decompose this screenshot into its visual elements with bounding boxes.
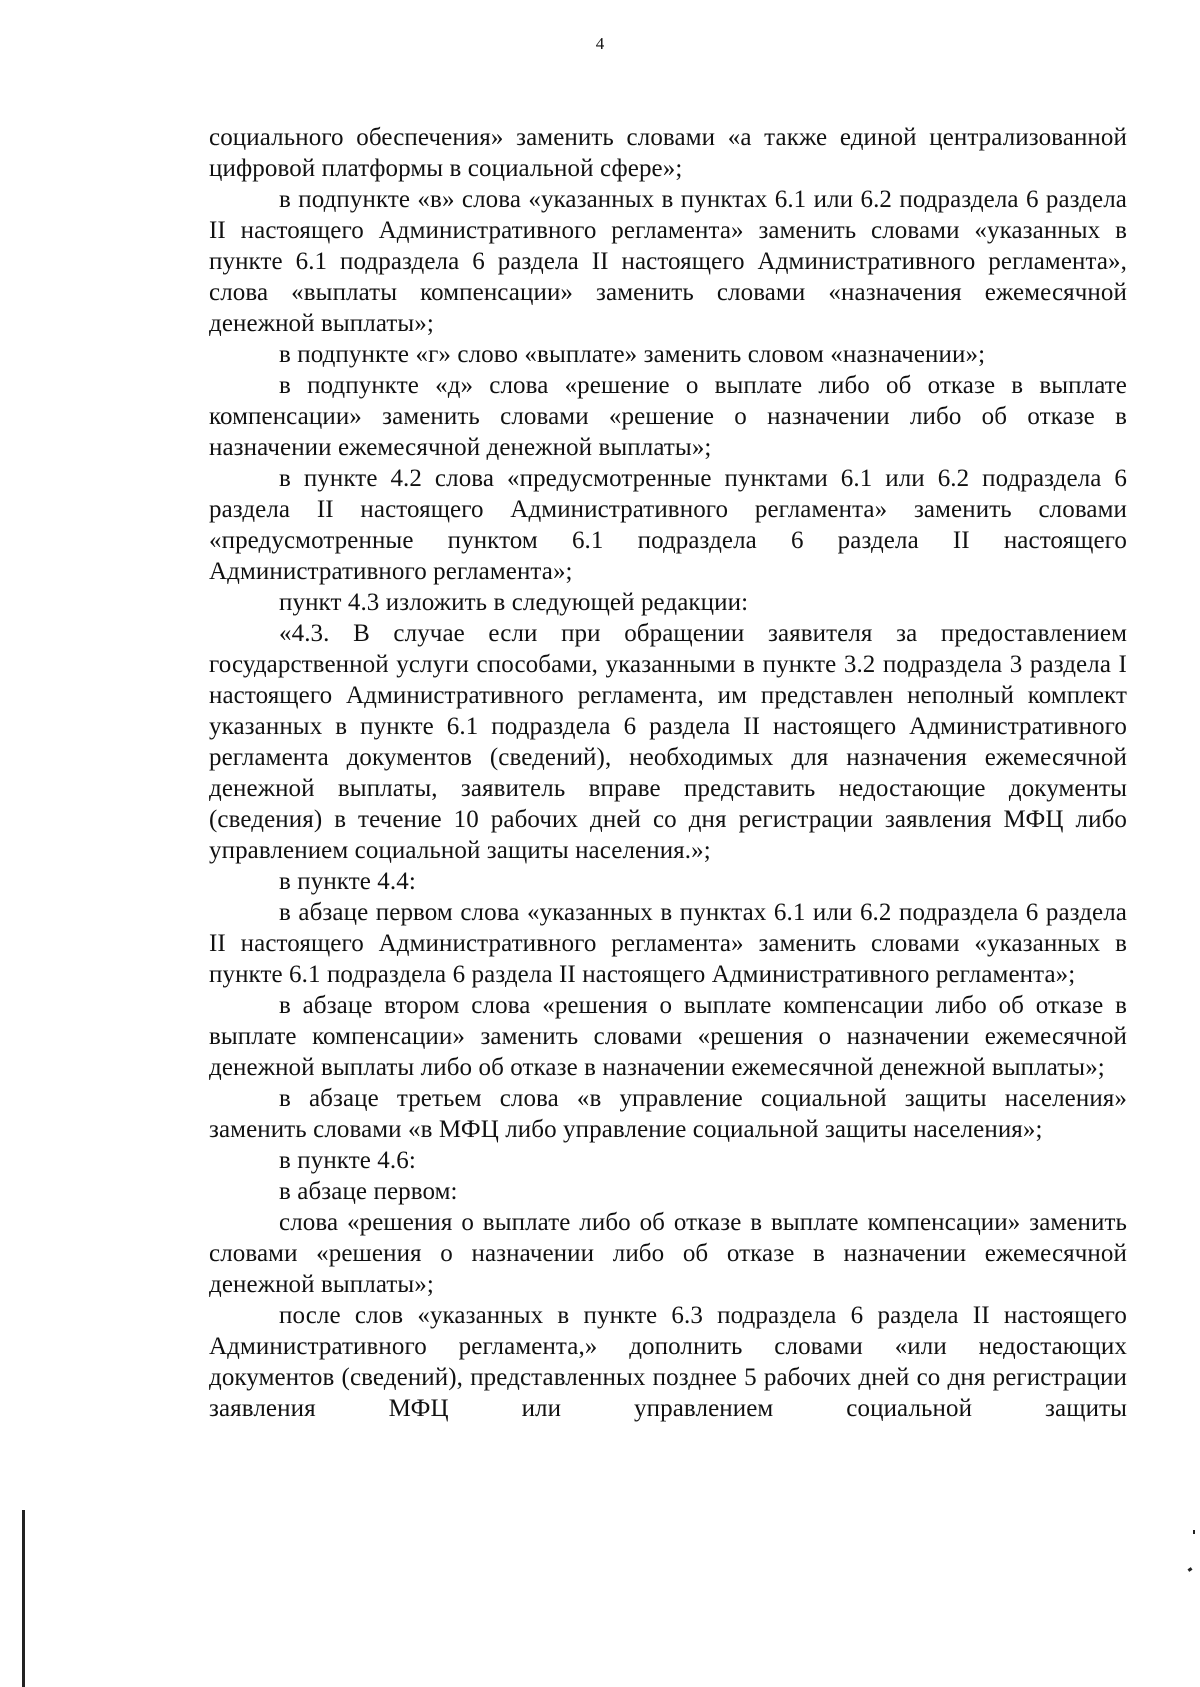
- paragraph: социального обеспечения» заменить словами «а также единой централизованной цифровой платформы в социальной сфере»;: [209, 124, 1127, 182]
- document-body: [209, 122, 1127, 1424]
- scan-edge-line: [22, 1510, 25, 1687]
- paragraph: «4.3. В случае если при обращении заявителя за предоставлением государственной услуги способами, указанными в пункте 3.2 подраздела 3 раздела I настоящего Административного регламента, им представлен неполный комплект указанных в пункте 6.1 подраздела 6 раздела II настоящего Административного регламента документов (сведений), необходимых для назначения ежемесячной денежной выплаты, заявитель вправе представить недостающие документы (сведения) в течение 10 рабочих дней со дня регистрации заявления МФЦ либо управлением социальной защиты населения.»;: [209, 620, 1127, 864]
- page-number: 4: [595, 34, 605, 53]
- paragraph: в подпункте «г» слово «выплате» заменить словом «назначении»;: [279, 341, 986, 368]
- paragraph: пункт 4.3 изложить в следующей редакции:: [279, 589, 749, 616]
- scan-speck: [1193, 1530, 1195, 1534]
- paragraph: в абзаце втором слова «решения о выплате компенсации либо об отказе в выплате компенсации» заменить словами «решения о назначении ежемесячной денежной выплаты либо об отказе в назначении ежемесячной денежной выплаты»;: [209, 992, 1127, 1081]
- paragraph: в абзаце первом:: [279, 1178, 458, 1205]
- paragraph: в пункте 4.2 слова «предусмотренные пунктами 6.1 или 6.2 подраздела 6 раздела II настоящего Административного регламента» заменить словами «предусмотренные пунктом 6.1 подраздела 6 раздела II настоящего Административного регламента»;: [209, 465, 1127, 585]
- paragraph: в пункте 4.4:: [279, 868, 416, 895]
- paragraph: в абзаце третьем слова «в управление социальной защиты населения» заменить словами «в МФЦ либо управление социальной защиты населения»;: [209, 1085, 1127, 1143]
- scan-speck: [1188, 1567, 1193, 1572]
- paragraph: после слов «указанных в пункте 6.3 подраздела 6 раздела II настоящего Административного регламента,» дополнить словами «или недостающих документов (сведений), представленных позднее 5 рабочих дней со дня регистрации заявления МФЦ или управлением социальной защиты: [209, 1302, 1127, 1422]
- paragraph: в подпункте «д» слова «решение о выплате либо об отказе в выплате компенсации» заменить словами «решение о назначении либо об отказе в назначении ежемесячной денежной выплаты»;: [209, 372, 1127, 461]
- paragraph: в абзаце первом слова «указанных в пунктах 6.1 или 6.2 подраздела 6 раздела II настоящего Административного регламента» заменить словами «указанных в пункте 6.1 подраздела 6 раздела II настоящего Административного регламента»;: [209, 899, 1127, 988]
- paragraph: слова «решения о выплате либо об отказе в выплате компенсации» заменить словами «решения о назначении либо об отказе в назначении ежемесячной денежной выплаты»;: [209, 1209, 1127, 1298]
- paragraph: в подпункте «в» слова «указанных в пунктах 6.1 или 6.2 подраздела 6 раздела II настоящего Административного регламента» заменить словами «указанных в пункте 6.1 подраздела 6 раздела II настоящего Административного регламента», слова «выплаты компенсации» заменить словами «назначения ежемесячной денежной выплаты»;: [209, 186, 1127, 337]
- paragraph: в пункте 4.6:: [279, 1147, 416, 1174]
